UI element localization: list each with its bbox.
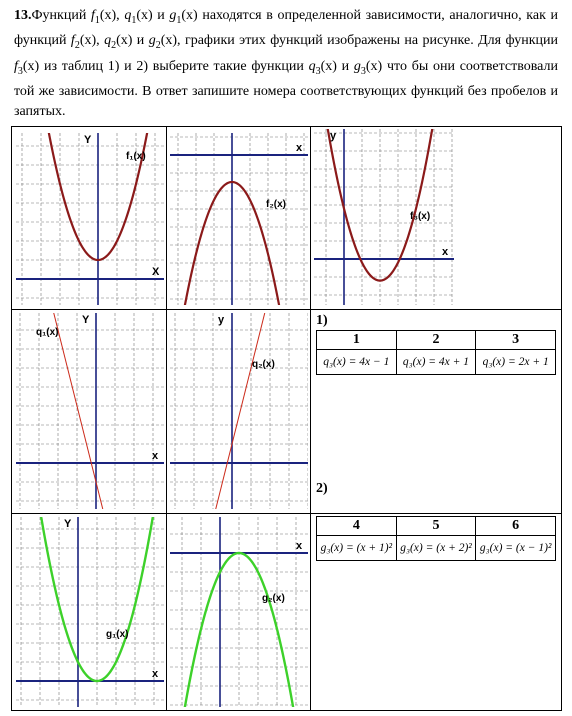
problem-text-part: (x) из таблиц 1) и 2) выберите такие функции [22, 58, 309, 74]
graph-g1 [16, 517, 164, 707]
graph-q2 [170, 313, 308, 509]
problem-text-part: 2 [111, 40, 117, 52]
table2-option: g₃(x) = (x + 2)² [396, 536, 476, 561]
table1-header: 3 [476, 331, 556, 350]
function-label: g₁(x) [106, 629, 129, 640]
function-curve [204, 313, 277, 509]
table1-option: q₃(x) = 4x − 1 [317, 350, 397, 375]
problem-text-part: 2 [74, 40, 80, 52]
x-axis-label: x [152, 450, 159, 462]
problem-text-part: f [70, 33, 75, 49]
grid-divider [12, 513, 561, 514]
table1-option: q₃(x) = 2x + 1 [476, 350, 556, 375]
graph-g2 [170, 517, 308, 707]
function-curve [42, 313, 115, 509]
problem-text-part: 1 [94, 14, 100, 26]
problem-text-part: (x) и [116, 33, 149, 49]
function-label: f₁(x) [126, 151, 146, 162]
problem-text-part: 1 [131, 14, 137, 26]
table2-header: 6 [476, 517, 556, 536]
problem-text-part: 2 [155, 40, 161, 52]
function-label: f₂(x) [266, 199, 286, 210]
graph-q1 [16, 313, 164, 509]
table1 [316, 330, 556, 375]
y-axis-label: Y [84, 134, 92, 146]
y-axis-label: y [330, 130, 337, 142]
problem-number: 13. [14, 8, 32, 23]
problem-text-part: f [90, 8, 95, 23]
problem-text [14, 6, 558, 123]
graph-f2 [170, 133, 308, 305]
problem-text-part: q [124, 8, 132, 23]
table1-header: 1 [317, 331, 397, 350]
grid-divider [166, 127, 167, 710]
problem-text-part: q [104, 33, 112, 49]
function-label: q₁(x) [36, 327, 59, 338]
problem-text-part: 3 [360, 65, 366, 77]
table2-header: 4 [317, 517, 397, 536]
problem-text-part: (x), [79, 33, 105, 49]
table1-header: 2 [396, 331, 476, 350]
x-axis-label: x [152, 668, 159, 680]
function-label: g₂(x) [262, 593, 285, 604]
x-axis-label: x [442, 246, 449, 258]
table2-option: g₃(x) = (x + 1)² [317, 536, 397, 561]
graphs-grid [11, 126, 562, 711]
y-axis-label: Y [82, 314, 90, 326]
problem-text-part: (x) и [136, 8, 170, 23]
graph-f3 [314, 129, 454, 305]
x-axis-label: x [296, 142, 303, 154]
table2-section-label: 2) [316, 481, 328, 496]
problem-text-part: (x), [99, 8, 125, 23]
problem-text-part: 1 [176, 14, 182, 26]
problem-text-part: (x) находятся в определенной зависимости, аналогично, как и функций [14, 8, 558, 49]
problem-text-part: (x) что бы они соответствовали той же зависимости. В ответ запишите номера соответствующих функций без пробелов и запятых. [14, 58, 558, 120]
table1-section-label: 1) [316, 313, 328, 328]
x-axis-label: X [152, 266, 160, 278]
x-axis-label: x [296, 540, 303, 552]
problem-text-part: g [353, 58, 361, 74]
problem-text-part: g [169, 8, 177, 23]
problem-text-part: (x), графики этих функций изображены на рисунке. Для функции [160, 33, 559, 49]
table1-option: q₃(x) = 4x + 1 [396, 350, 476, 375]
problem-text-part: 3 [315, 65, 321, 77]
problem-text-part: (x) и [320, 58, 354, 74]
grid-divider [310, 127, 311, 710]
y-axis-label: Y [64, 518, 72, 530]
function-label: q₂(x) [252, 359, 275, 370]
table2-option: g₃(x) = (x − 1)² [476, 536, 556, 561]
function-label: f₃(x) [410, 211, 431, 222]
problem-text-part: f [14, 58, 18, 74]
problem-text-part: 3 [17, 65, 23, 77]
problem-text-part: Функций [31, 8, 91, 23]
table2-header: 5 [396, 517, 476, 536]
y-axis-label: y [218, 314, 225, 326]
grid-divider [12, 309, 561, 310]
graph-f1 [16, 133, 164, 305]
problem-text-part: q [308, 58, 316, 74]
table2 [316, 516, 556, 561]
problem-text-part: g [148, 33, 156, 49]
